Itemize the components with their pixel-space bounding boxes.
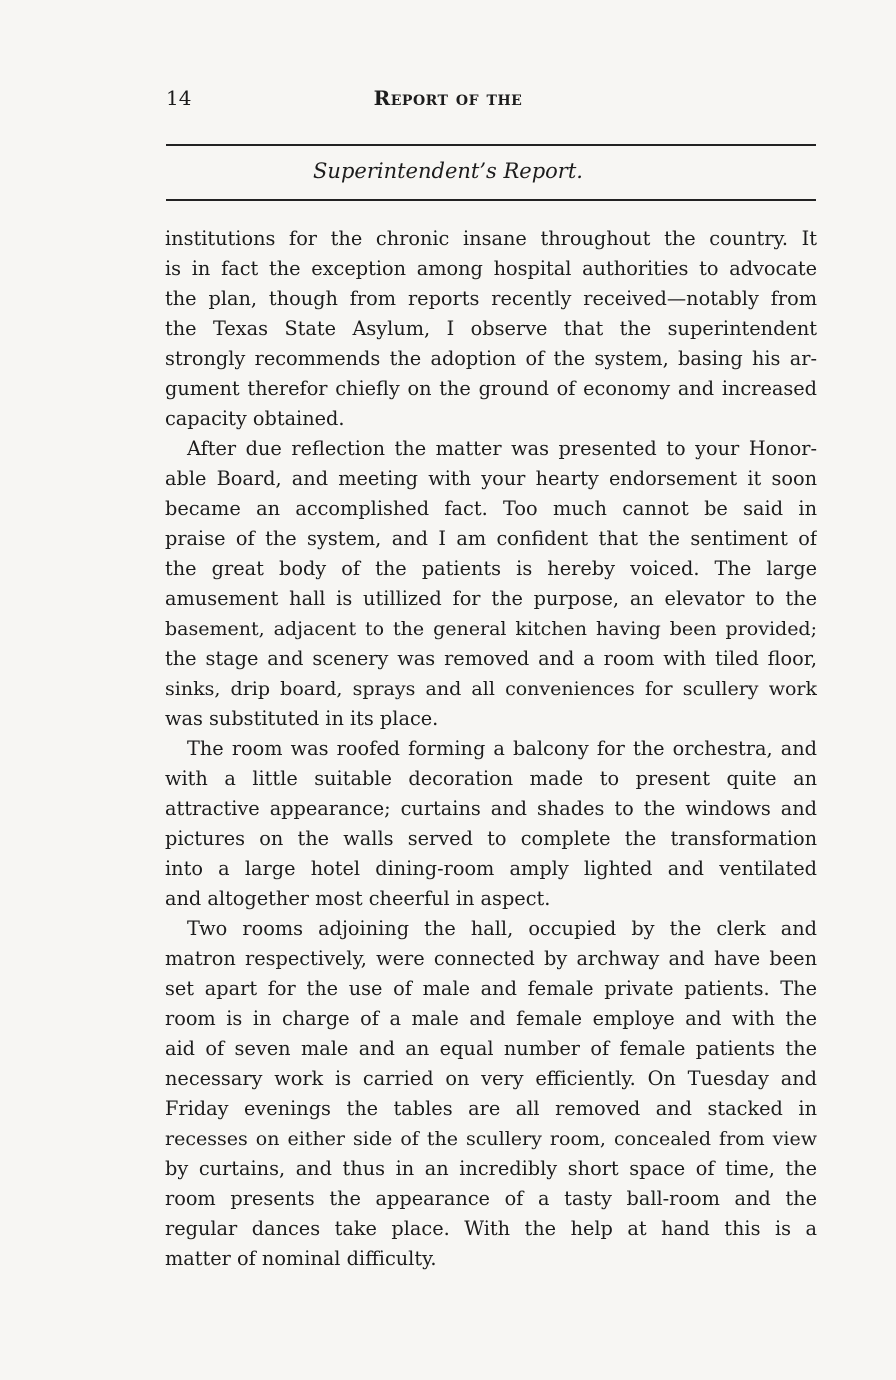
text-line: with a little suitable decoration made to present quite an [165,767,817,790]
text-line: and altogether most cheerful in aspect. [165,887,551,910]
text-line: is in fact the exception among hospital authorities to advocate [165,257,817,280]
text-line: regular dances take place. With the help at hand this is a [165,1217,817,1240]
header-rule-top [166,144,816,146]
text-line: by curtains, and thus in an incredibly short space of time, the [165,1157,817,1180]
text-line: attractive appearance; curtains and shades to the windows and [165,797,817,820]
text-line: praise of the system, and I am confident that the sentiment of [165,527,817,550]
text-line: set apart for the use of male and female private patients. The [165,977,817,1000]
text-line: gument therefor chiefly on the ground of economy and increased [165,377,817,400]
text-line: institutions for the chronic insane throughout the country. It [165,227,817,250]
text-line: necessary work is carried on very efficiently. On Tuesday and [165,1067,817,1090]
page-number: 14 [166,86,192,110]
text-line: the great body of the patients is hereby voiced. The large [165,557,817,580]
text-line: sinks, drip board, sprays and all conveniences for scullery work [165,678,817,700]
text-line: Two rooms adjoining the hall, occupied by the clerk and [187,917,817,940]
text-line: Friday evenings the tables are all removed and stacked in [165,1097,817,1120]
running-head: Report of the [373,86,523,110]
text-line: aid of seven male and an equal number of female patients the [165,1037,817,1060]
text-line: After due reflection the matter was presented to your Honor- [187,437,817,460]
text-line: matron respectively, were connected by archway and have been [165,947,817,970]
text-line: The room was roofed forming a balcony for the orchestra, and [187,737,817,760]
text-line: capacity obtained. [165,407,345,430]
paragraph-1 [165,224,817,434]
text-line: the plan, though from reports recently received—notably from [165,287,817,310]
paragraph-3 [165,734,817,914]
text-line: strongly recommends the adoption of the system, basing his ar- [165,347,817,370]
text-line: room presents the appearance of a tasty ball-room and the [165,1187,817,1210]
text-line: able Board, and meeting with your hearty endorsement it soon [165,467,817,490]
text-line: the Texas State Asylum, I observe that the superintendent [165,317,817,340]
text-line: became an accomplished fact. Too much cannot be said in [165,497,817,520]
text-line: the stage and scenery was removed and a room with tiled floor, [165,647,817,670]
section-title: Superintendent’s Report. [313,159,583,183]
text-line: amusement hall is utillized for the purpose, an elevator to the [165,587,817,610]
body-text [165,224,817,1274]
paragraph-2 [165,434,817,734]
text-line: room is in charge of a male and female employe and with the [165,1007,817,1030]
text-line: into a large hotel dining-room amply lighted and ventilated [165,857,817,880]
text-line: was substituted in its place. [165,707,439,730]
paragraph-4 [165,914,817,1274]
text-line: recesses on either side of the scullery room, concealed from view [165,1128,817,1150]
header-rule-bottom [166,199,816,201]
text-line: matter of nominal difficulty. [165,1247,437,1270]
text-line: basement, adjacent to the general kitchen having been provided; [165,618,817,640]
text-line: pictures on the walls served to complete the transformation [165,827,817,850]
